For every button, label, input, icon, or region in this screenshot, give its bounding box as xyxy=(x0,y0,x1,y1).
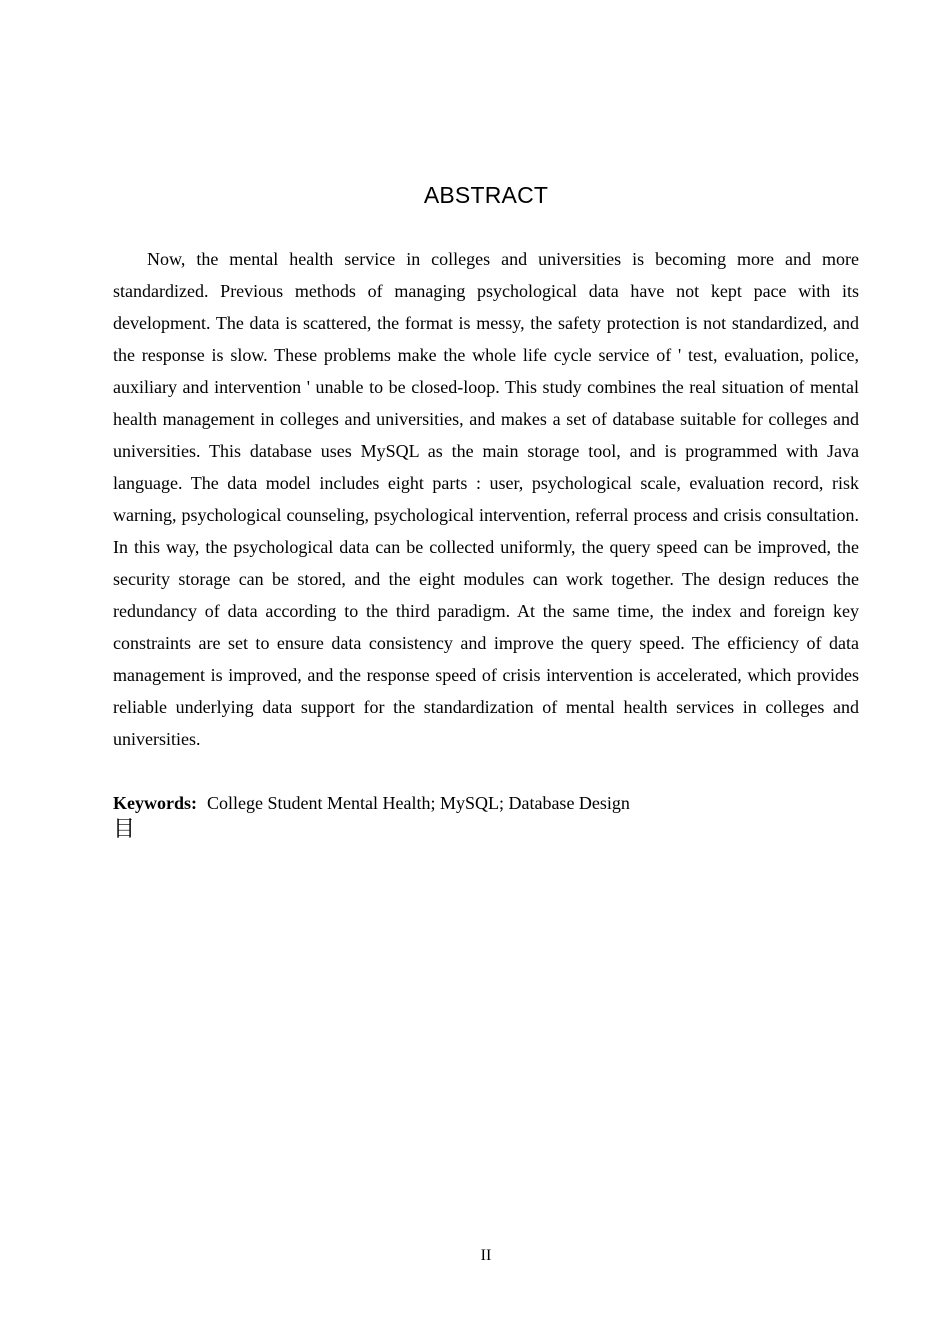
keywords-label: Keywords: xyxy=(113,793,197,813)
keywords-line xyxy=(113,787,859,819)
page-number: II xyxy=(480,1247,492,1264)
abstract-heading: ABSTRACT xyxy=(423,182,549,208)
keywords-value: College Student Mental Health; MySQL; Database Design xyxy=(207,793,630,813)
abstract-body: Now, the mental health service in colleges and universities is becoming more and more standardized. Previous methods of managing psychological data have not kept pace with its development. The data is scattered, the format is messy, the safety protection is not standardized, and the response is slow. These problems make the whole life cycle service of ' test, evaluation, police, auxiliary and intervention ' unable to be closed-loop. This study combines the real situation of mental health management in colleges and universities, and makes a set of database suitable for colleges and universities. This database uses MySQL as the main storage tool, and is programmed with Java language. The data model includes eight parts : user, psychological scale, evaluation record, risk warning, psychological counseling, psychological intervention, referral process and crisis consultation. In this way, the psychological data can be collected uniformly, the query speed can be improved, the security storage can be stored, and the eight modules can work together. The design reduces the redundancy of data according to the third paradigm. At the same time, the index and foreign key constraints are set to ensure data consistency and improve the query speed. The efficiency of data management is improved, and the response speed of crisis intervention is accelerated, which provides reliable underlying data support for the standardization of mental health services in colleges and universities. xyxy=(113,249,859,749)
toc-heading-fragment: 目 xyxy=(113,817,136,842)
